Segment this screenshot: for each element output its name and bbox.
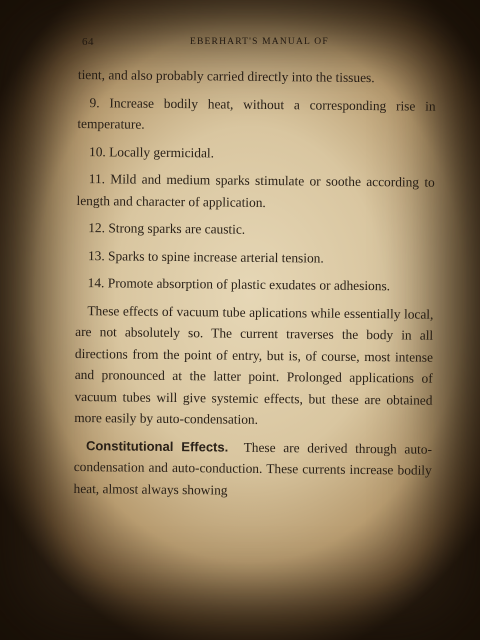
section-heading: Constitutional Effects.	[85, 437, 229, 455]
list-item: 12. Strong sparks are caustic.	[88, 220, 246, 237]
section-paragraph	[73, 434, 432, 502]
page-number: 64	[82, 36, 94, 48]
running-head: EBERHART'S MANUAL OF	[190, 37, 329, 47]
body-paragraph: These effects of vacuum tube aplications while essentially local, are not absolutely so. The current traverses the body in all directions from the point of entry, but is, of course, most intense and pronounced at the latter point. Prolonged applications of vacuum tubes will give systemic effects, but these are obtained more easily by auto-condensation.	[74, 302, 434, 427]
continuation-paragraph: tient, and also probably carried directly into the tissues.	[77, 66, 375, 86]
section-text: These are derived through auto-condensation and auto-conduction. These currents increase bodily heat, almost always showing	[73, 439, 433, 498]
list-item: 9. Increase bodily heat, without a corresponding rise in temperature.	[77, 94, 436, 132]
page-header	[0, 36, 480, 52]
list-item: 14. Promote absorption of plastic exudates or adhesions.	[87, 275, 391, 294]
page-body	[73, 64, 436, 509]
list-item: 11. Mild and medium sparks stimulate or soothe according to length and character of application.	[76, 171, 435, 210]
list-item: 10. Locally germicidal.	[89, 143, 215, 160]
list-item: 13. Sparks to spine increase arterial tension.	[87, 247, 324, 266]
